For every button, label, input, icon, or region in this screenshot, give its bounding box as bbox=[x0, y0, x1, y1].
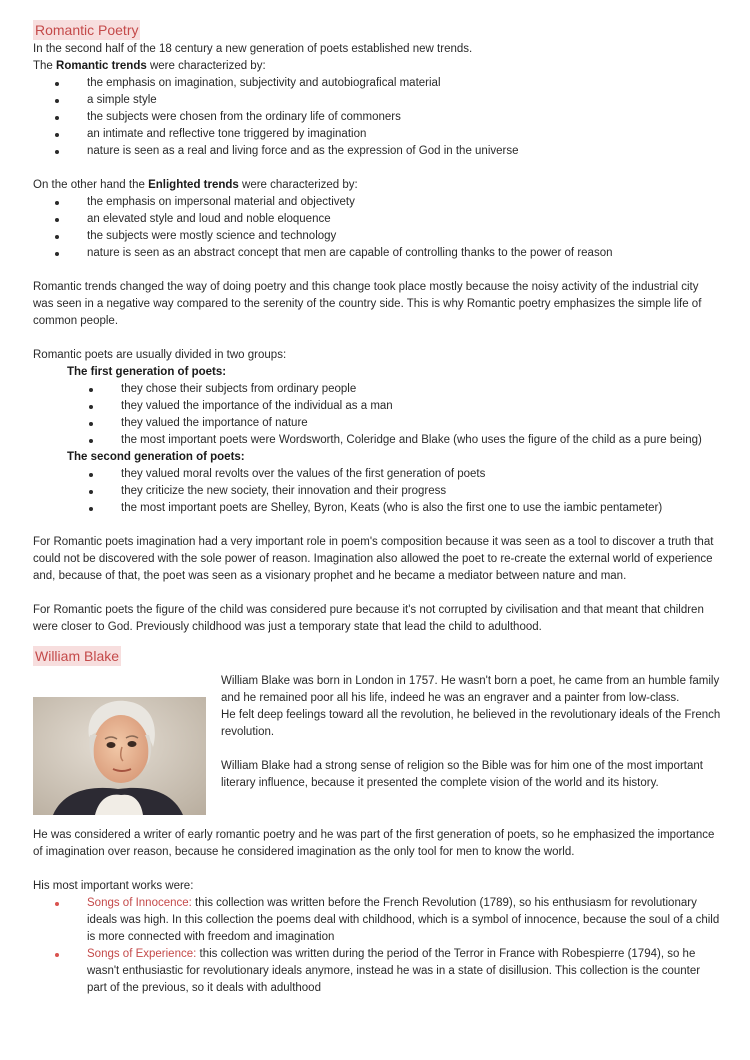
second-generation-title: The second generation of poets: bbox=[67, 451, 245, 463]
list-item: the subjects were mostly science and technology bbox=[87, 228, 720, 245]
section-title: William Blake bbox=[35, 648, 120, 664]
list-item: they criticize the new society, their innovation and their progress bbox=[121, 483, 720, 500]
list-item: an elevated style and loud and noble eloquence bbox=[87, 211, 720, 228]
list-item: the emphasis on impersonal material and objectivety bbox=[87, 194, 720, 211]
paragraph: For Romantic poets imagination had a very important role in poem's composition because it was seen as a tool to discover a truth that could not be discovered with the sole power of reason. Imagination also allowed the poet to re-create the external world of experience and, because of that, the poet was seen as a visionary prophet and he became a mediator between nature and man. bbox=[33, 536, 714, 582]
romantic-trends-intro bbox=[33, 58, 720, 75]
paragraph: William Blake had a strong sense of religion so the Bible was for him one of the most important literary influence, because it presented the complete vision of the world and its history. bbox=[221, 760, 703, 789]
enlighted-trends-term: Enlighted trends bbox=[148, 179, 239, 191]
blake-bio-block bbox=[33, 667, 720, 827]
text-fragment: were characterized by: bbox=[238, 179, 358, 191]
paragraph: Romantic trends changed the way of doing poetry and this change took place mostly because the noisy activity of the industrial city was seen in a negative way compared to the serenity of the country side. This is why Romantic poetry emphasizes the simple life of common people. bbox=[33, 281, 702, 327]
romantic-trends-list bbox=[33, 75, 720, 160]
list-item: nature is seen as a real and living force and as the expression of God in the universe bbox=[87, 143, 720, 160]
work-item-songs-of-experience bbox=[87, 946, 720, 997]
text-fragment: The bbox=[33, 60, 57, 72]
first-generation-list bbox=[33, 381, 720, 449]
list-item: nature is seen as an abstract concept that men are capable of controlling thanks to the power of reason bbox=[87, 245, 720, 262]
list-item: the most important poets are Shelley, Byron, Keats (who is also the first one to use the iambic pentameter) bbox=[121, 500, 720, 517]
section-title: Romantic Poetry bbox=[35, 22, 139, 38]
second-generation-list bbox=[33, 466, 720, 517]
section-william-blake bbox=[33, 646, 720, 997]
paragraph: He was considered a writer of early romantic poetry and he was part of the first generation of poets, so he emphasized the importance of imagination over reason, because he considered imagination as the only tool for men to know the world. bbox=[33, 829, 715, 858]
text-fragment: On the other hand the bbox=[33, 179, 149, 191]
list-item: an intimate and reflective tone triggered by imagination bbox=[87, 126, 720, 143]
portrait-illustration bbox=[33, 697, 206, 815]
works-list bbox=[33, 895, 720, 997]
enlighted-trends-intro bbox=[33, 177, 720, 194]
first-generation-title: The first generation of poets: bbox=[67, 366, 227, 378]
work-description: this collection was written before the French Revolution (1789), so his enthusiasm for revolutionary ideals was high. In this collection the poems deal with childhood, which is a symbol of innocence, because the soul of a child is more connected with freedom and imagination bbox=[87, 897, 720, 943]
list-item: a simple style bbox=[87, 92, 720, 109]
blake-bio-text bbox=[221, 673, 721, 792]
work-item-songs-of-innocence bbox=[87, 895, 720, 946]
work-description: this collection was written during the period of the Terror in France with Robespierre (1794), so he wasn't enthusiastic for revolutionary ideals anymore, instead he was in a state of disillusion. This collection is the counter part of the previous, so it deals with adulthood bbox=[87, 948, 701, 994]
intro-text: In the second half of the 18 century a new generation of poets established new trends. bbox=[33, 43, 473, 55]
list-item: they valued the importance of the individual as a man bbox=[121, 398, 720, 415]
romantic-trends-term: Romantic trends bbox=[56, 60, 147, 72]
paragraph: William Blake was born in London in 1757. He wasn't born a poet, he came from an humble family and he remained poor all his life, indeed he was an engraver and a painter from low-class. bbox=[221, 675, 720, 704]
list-item: they valued the importance of nature bbox=[121, 415, 720, 432]
blake-portrait-image bbox=[33, 697, 206, 815]
list-item: the most important poets were Wordsworth, Coleridge and Blake (who uses the figure of the child as a pure being) bbox=[121, 432, 720, 449]
list-item: they valued moral revolts over the values of the first generation of poets bbox=[121, 466, 720, 483]
enlighted-trends-list bbox=[33, 194, 720, 262]
groups-intro: Romantic poets are usually divided in two groups: bbox=[33, 349, 287, 361]
text-fragment: were characterized by: bbox=[146, 60, 266, 72]
list-item: the subjects were chosen from the ordinary life of commoners bbox=[87, 109, 720, 126]
list-item: they chose their subjects from ordinary people bbox=[121, 381, 720, 398]
work-title: Songs of Experience: bbox=[87, 948, 197, 960]
paragraph: He felt deep feelings toward all the revolution, he believed in the revolutionary ideals of the French revolution. bbox=[221, 709, 721, 738]
work-title: Songs of Innocence: bbox=[87, 897, 192, 909]
list-item: the emphasis on imagination, subjectivity and autobiografical material bbox=[87, 75, 720, 92]
paragraph: For Romantic poets the figure of the child was considered pure because it's not corrupted by civilisation and that meant that children were closer to God. Previously childhood was just a temporary state that lead the child to adulthood. bbox=[33, 604, 704, 633]
works-intro: His most important works were: bbox=[33, 880, 194, 892]
section-romantic-poetry bbox=[33, 20, 720, 646]
